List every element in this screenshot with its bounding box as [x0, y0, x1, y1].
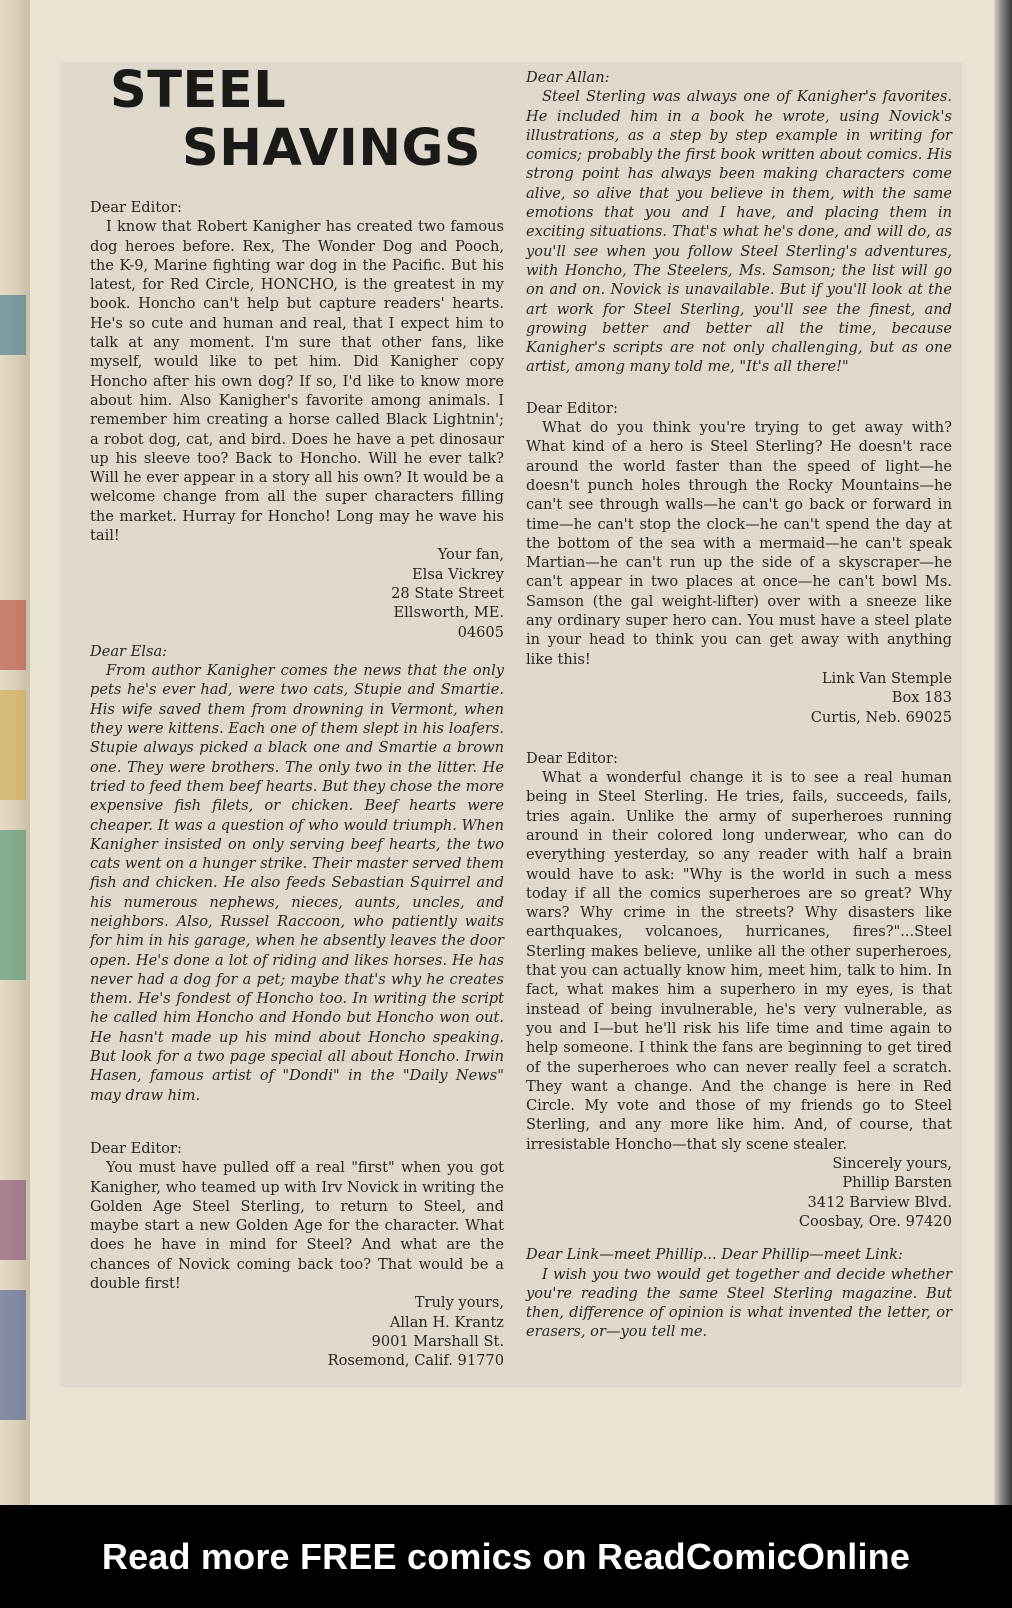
right-column [526, 68, 952, 1342]
signature-city: Coosbay, Ore. 97420 [798, 1212, 952, 1230]
footer-banner [0, 1505, 1012, 1608]
footer-text[interactable]: Read more FREE comics on ReadComicOnline [101, 1535, 911, 1577]
reply-greeting: Dear Link—meet Phillip... Dear Phillip—meet Link: [526, 1246, 903, 1264]
letter-body: You must have pulled off a real "first" when you got Kanigher, who teamed up with Irv Novick in writing the Golden Age Steel Sterling, to return to Steel, and maybe start a new Golden Age for the character. What does he have in mind for Steel? And what are the chances of Novick coming back too? That would be a double first! [90, 1159, 504, 1293]
reply-greeting: Dear Elsa: [90, 642, 168, 660]
binding-strip [0, 295, 26, 355]
letter-signature [526, 1154, 952, 1231]
letter-elsa-vickrey [90, 198, 504, 642]
page-right-edge [994, 0, 1012, 1505]
reply-to-link-and-phillip [526, 1245, 952, 1341]
letter-allan-krantz [90, 1139, 504, 1371]
reply-to-allan [526, 68, 952, 377]
reply-body: Steel Sterling was always one of Kanigher's favorites. He included him in a book he wrote, using Novick's illustrations, as a step by step example in writing for comics; probably the first book written about comics. His strong point has always been making characters come alive, so alive that you believe in them, with the same emotions that you and I have, and placing them in exciting situations. That's what he's done, and will do, as you'll see when you follow Steel Sterling's adventures, with Honcho, The Steelers, Ms. Samson; the list will go on and on. Novick is unavailable. But if you'll look at the art work for Steel Sterling, you'll see the finest, and growing better and better all the time, because Kanigher's scripts are not only challenging, but as one artist, among many told me, "It's all there!" [526, 88, 952, 376]
letter-body: I know that Robert Kanigher has created two famous dog heroes before. Rex, The Wonder Dog and Pooch, the K-9, Marine fighting war dog in the Pacific. But his latest, for Red Circle, HONCHO, is the greatest in my book. Honcho can't help but capture readers' hearts. He's so cute and human and real, that I expect him to talk at any moment. I'm sure that other fans, like myself, would like to pet him. Did Kanigher copy Honcho after his own dog? If so, I'd like to know more about him. Also Kanigher's favorite among animals. I remember him creating a horse called Black Lightnin'; a robot dog, cat, and bird. Does he have a pet dinosaur up his sleeve too? Back to Honcho. Will he ever talk? Will he ever appear in a story all his own? It would be a welcome change from all the super characters filling the market. Hurray for Honcho! Long may he wave his tail! [90, 218, 504, 545]
signature-name: Phillip Barsten [842, 1174, 952, 1192]
reply-to-elsa [90, 642, 504, 1105]
letter-signature [90, 545, 504, 641]
binding-strip [0, 690, 26, 800]
signoff: Truly yours, [414, 1294, 504, 1312]
signature-street: 9001 Marshall St. [371, 1332, 504, 1350]
signoff: Sincerely yours, [832, 1155, 952, 1173]
letter-greeting: Dear Editor: [526, 749, 618, 767]
title-line-2: SHAVINGS [182, 119, 482, 178]
signature-city: Ellsworth, ME. [393, 604, 504, 622]
signature-street: 3412 Barview Blvd. [807, 1193, 952, 1211]
reply-body: From author Kanigher comes the news that the only pets he's ever had, were two cats, Stupie and Smartie. His wife saved them from drowning in Vermont, when they were kittens. Each one of them slept in his loafers. Stupie always picked a black one and Smartie a brown one. They were brothers. The only two in the litter. He tried to feed them beef hearts. But they chose the more expensive fish filets, or chicken. Beef hearts were cheaper. It was a question of who would triumph. When Kanigher insisted on only serving beef hearts, the two cats went on a hunger strike. Their master served them fish and chicken. He also feeds Sebastian Squirrel and his numerous nephews, nieces, aunts, uncles, and neighbors. Also, Russel Raccoon, who patiently waits for him in his garage, when he absently leaves the door open. He's done a lot of riding and likes horses. He has never had a dog for a pet; maybe that's why he creates them. He's fondest of Honcho too. In writing the script he called him Honcho and Hondo but Honcho won out. He hasn't made up his mind about Honcho speaking. But look for a two page special all about Honcho. Irwin Hasen, famous artist of "Dondi" in the "Daily News" may draw him. [90, 662, 504, 1104]
signature-city: Curtis, Neb. 69025 [810, 708, 952, 726]
letter-link-van-stemple [526, 399, 952, 727]
signature-street: 28 State Street [391, 584, 504, 602]
reply-greeting: Dear Allan: [526, 69, 610, 86]
letter-greeting: Dear Editor: [526, 399, 618, 417]
reply-body: I wish you two would get together and decide whether you're reading the same Steel Sterling magazine. But then, difference of opinion is what invented the letter, or erasers, or—you tell me. [526, 1265, 952, 1341]
signature-street: Box 183 [891, 689, 952, 707]
signature-zip: 04605 [457, 623, 504, 641]
signoff: Your fan, [437, 546, 504, 564]
signature-city: Rosemond, Calif. 91770 [327, 1352, 504, 1370]
binding-strip [0, 1290, 26, 1420]
letter-signature [526, 669, 952, 727]
letter-body: What a wonderful change it is to see a real human being in Steel Sterling. He tries, fails, succeeds, fails, tries again. Unlike the army of superheroes running around in their colored long underwear, who can do everything yesterday, so any reader with half a brain would have to ask: "Why is the world in such a mess today if all the comics superheroes are so great? Why wars? Why crime in the streets? Why disasters like earthquakes, volcanoes, hurricanes, fires?"...Steel Sterling makes believe, unlike all the other superheroes, that you can actually know him, meet him, talk to him. In fact, what makes him a superhero in my eyes, is that instead of being invulnerable, he's very vulnerable, as you and I—but he'll risk his life time and time again to help someone. I think the fans are beginning to get tired of the superheroes who can never really feel a scratch. They want a change. And the change is here in Red Circle. My vote and those of my friends go to Steel Sterling, and any more like him. And, of course, that irresistable Honcho—that sly scene stealer. [526, 769, 952, 1153]
letter-greeting: Dear Editor: [90, 1139, 182, 1157]
binding-strip [0, 1180, 26, 1260]
letter-phillip-barsten [526, 749, 952, 1231]
left-column [90, 60, 504, 1371]
letter-body: What do you think you're trying to get away with? What kind of a hero is Steel Sterling? He doesn't race around the world faster than the speed of light—he doesn't punch holes through the Rocky Mountains—he can't see through walls—he can't go back or forward in time—he can't stop the clock—he can't spend the day at the bottom of the sea with a mermaid—he can't speak Martian—he can't run up the side of a skyscraper—he can't appear in two places at once—he can't bowl Ms. Samson (the gal weight-lifter) over with a sneeze like any ordinary super hero can. You must have a steel plate in your head to think you can get away with anything like this! [526, 419, 952, 668]
title-line-1: STEEL [110, 61, 287, 120]
signature-name: Elsa Vickrey [412, 565, 504, 583]
binding-strip [0, 600, 26, 670]
binding-strip [0, 830, 26, 980]
signature-name: Allan H. Krantz [389, 1313, 504, 1331]
page-title [90, 62, 504, 178]
signature-name: Link Van Stemple [821, 669, 952, 687]
letter-greeting: Dear Editor: [90, 199, 182, 216]
letter-signature [90, 1293, 504, 1370]
